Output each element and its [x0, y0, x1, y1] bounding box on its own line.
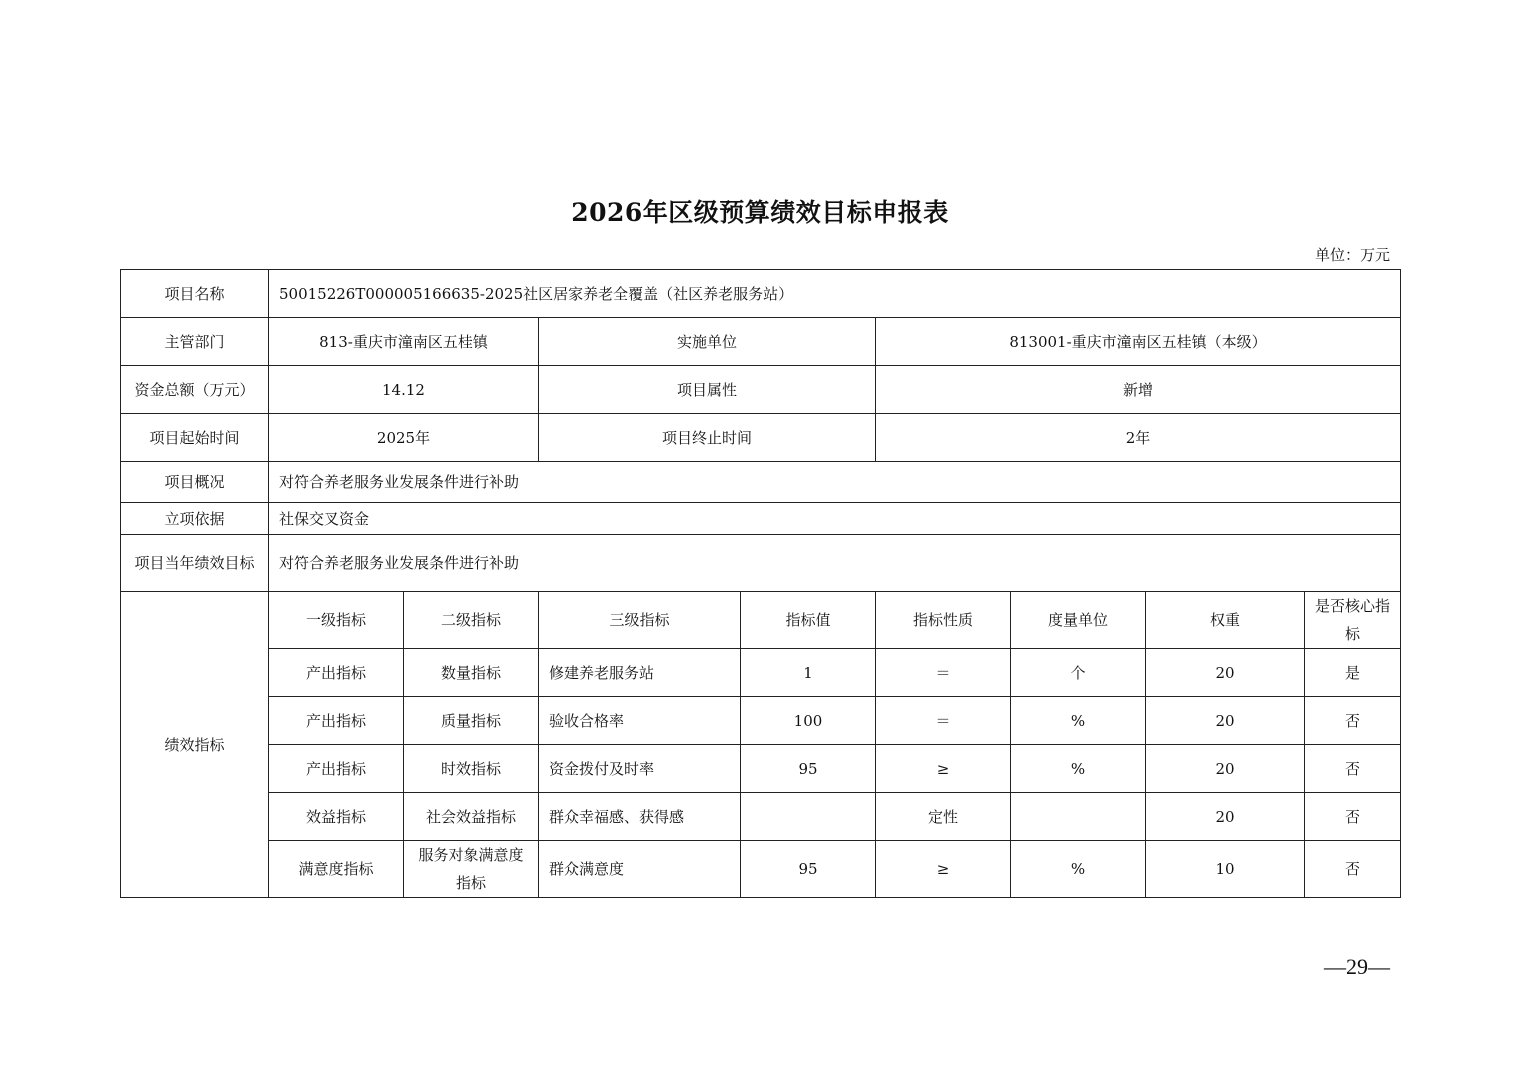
page-number: —29— [1324, 954, 1390, 979]
cell-level3: 群众满意度 [539, 841, 741, 898]
value-end-time: 2年 [876, 414, 1401, 462]
cell-core: 否 [1305, 793, 1401, 841]
document-title: 2026年区级预算绩效目标申报表 [571, 198, 949, 227]
header-level1: 一级指标 [269, 592, 404, 649]
header-weight: 权重 [1146, 592, 1305, 649]
row-overview [121, 462, 1401, 503]
cell-nature: ＝ [876, 649, 1011, 697]
indicator-row [121, 649, 1401, 697]
cell-level3: 资金拨付及时率 [539, 745, 741, 793]
label-project-name: 项目名称 [121, 270, 269, 318]
cell-core: 否 [1305, 841, 1401, 898]
cell-value: 95 [741, 745, 876, 793]
header-value: 指标值 [741, 592, 876, 649]
header-level3: 三级指标 [539, 592, 741, 649]
label-impl-unit: 实施单位 [539, 318, 876, 366]
indicator-header-row [121, 592, 1401, 649]
cell-nature: ＝ [876, 697, 1011, 745]
cell-level3: 验收合格率 [539, 697, 741, 745]
cell-weight: 20 [1146, 793, 1305, 841]
row-basis [121, 503, 1401, 535]
unit-label: 单位：万元 [1314, 246, 1390, 264]
row-funds [121, 366, 1401, 414]
cell-value: 95 [741, 841, 876, 898]
value-start-time: 2025年 [269, 414, 539, 462]
indicator-row [121, 793, 1401, 841]
cell-level2: 服务对象满意度指标 [404, 841, 539, 898]
cell-level2: 质量指标 [404, 697, 539, 745]
cell-value [741, 793, 876, 841]
header-level2: 二级指标 [404, 592, 539, 649]
label-dept: 主管部门 [121, 318, 269, 366]
cell-unit: % [1011, 745, 1146, 793]
label-indicators: 绩效指标 [121, 592, 269, 898]
cell-level1: 产出指标 [269, 697, 404, 745]
cell-level2: 时效指标 [404, 745, 539, 793]
row-time [121, 414, 1401, 462]
cell-level3: 修建养老服务站 [539, 649, 741, 697]
label-attribute: 项目属性 [539, 366, 876, 414]
cell-core: 否 [1305, 745, 1401, 793]
row-goal [121, 535, 1401, 592]
performance-target-table [120, 269, 1401, 898]
cell-value: 1 [741, 649, 876, 697]
label-overview: 项目概况 [121, 462, 269, 503]
cell-nature: ≥ [876, 745, 1011, 793]
cell-level3: 群众幸福感、获得感 [539, 793, 741, 841]
cell-core: 是 [1305, 649, 1401, 697]
cell-level2: 社会效益指标 [404, 793, 539, 841]
row-project-name [121, 270, 1401, 318]
cell-nature: ≥ [876, 841, 1011, 898]
value-project-name: 50015226T000005166635-2025社区居家养老全覆盖（社区养老服务站） [269, 270, 1401, 318]
cell-core: 否 [1305, 697, 1401, 745]
label-goal: 项目当年绩效目标 [121, 535, 269, 592]
cell-nature: 定性 [876, 793, 1011, 841]
label-funds: 资金总额（万元） [121, 366, 269, 414]
header-core: 是否核心指标 [1305, 592, 1401, 649]
indicator-row [121, 697, 1401, 745]
value-funds: 14.12 [269, 366, 539, 414]
cell-unit: 个 [1011, 649, 1146, 697]
cell-weight: 20 [1146, 745, 1305, 793]
label-start-time: 项目起始时间 [121, 414, 269, 462]
header-nature: 指标性质 [876, 592, 1011, 649]
indicator-row [121, 841, 1401, 898]
cell-level1: 产出指标 [269, 745, 404, 793]
value-overview: 对符合养老服务业发展条件进行补助 [269, 462, 1401, 503]
row-department [121, 318, 1401, 366]
value-impl-unit: 813001-重庆市潼南区五桂镇（本级） [876, 318, 1401, 366]
cell-level2: 数量指标 [404, 649, 539, 697]
cell-weight: 20 [1146, 649, 1305, 697]
cell-unit: % [1011, 841, 1146, 898]
value-dept: 813-重庆市潼南区五桂镇 [269, 318, 539, 366]
label-end-time: 项目终止时间 [539, 414, 876, 462]
cell-weight: 10 [1146, 841, 1305, 898]
header-unit: 度量单位 [1011, 592, 1146, 649]
indicator-row [121, 745, 1401, 793]
value-goal: 对符合养老服务业发展条件进行补助 [269, 535, 1401, 592]
value-attribute: 新增 [876, 366, 1401, 414]
label-basis: 立项依据 [121, 503, 269, 535]
cell-level1: 产出指标 [269, 649, 404, 697]
cell-value: 100 [741, 697, 876, 745]
value-basis: 社保交叉资金 [269, 503, 1401, 535]
cell-level1: 满意度指标 [269, 841, 404, 898]
cell-weight: 20 [1146, 697, 1305, 745]
cell-unit [1011, 793, 1146, 841]
cell-unit: % [1011, 697, 1146, 745]
cell-level1: 效益指标 [269, 793, 404, 841]
